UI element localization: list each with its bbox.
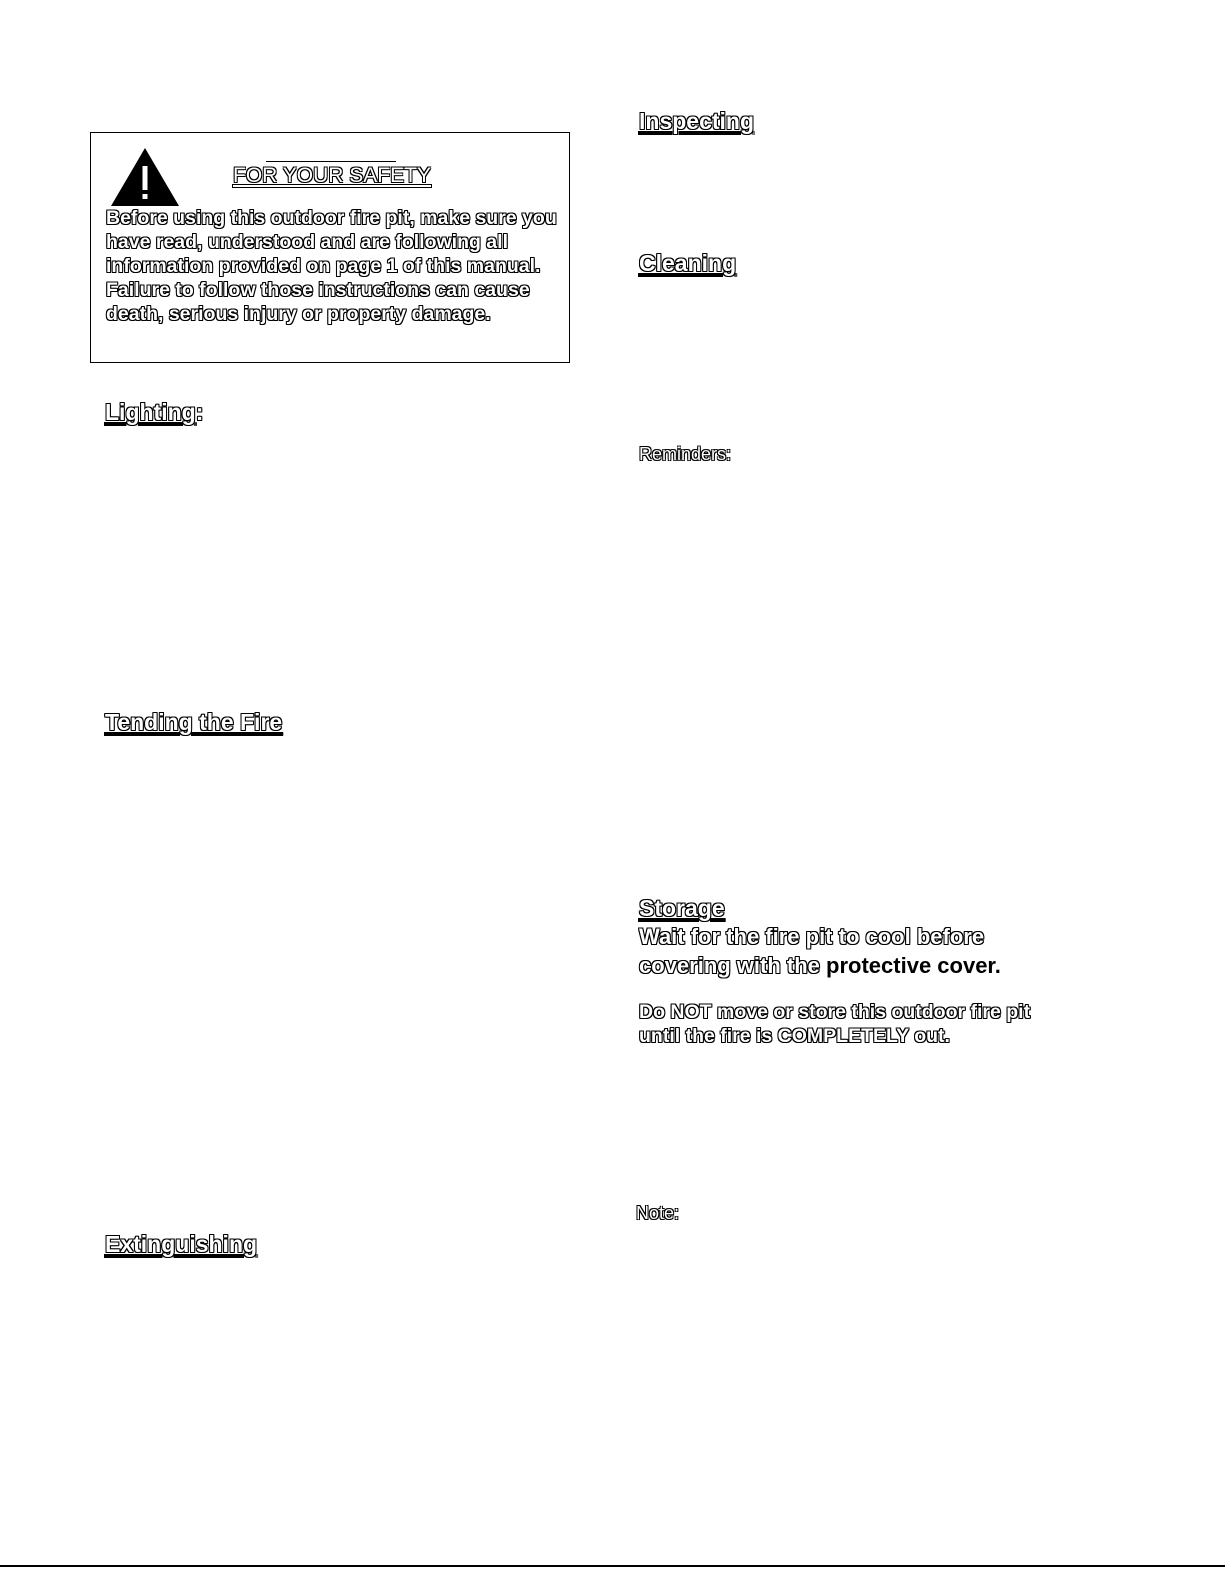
storage-warning-line: Do NOT move or store this outdoor fire pit — [639, 1001, 1031, 1023]
note-label: Note: — [636, 1203, 680, 1223]
storage-emphasis: protective cover. — [826, 953, 1001, 978]
lighting-heading — [105, 399, 203, 426]
lighting-heading-text: Lighting — [105, 399, 196, 425]
safety-title-rule — [266, 161, 396, 162]
safety-title: FOR YOUR SAFETY — [233, 164, 431, 187]
storage-heading: Storage — [639, 895, 725, 921]
storage-warning-line: until the fire is COMPLETELY out. — [639, 1025, 950, 1047]
storage-text — [639, 922, 1109, 980]
safety-body — [106, 206, 568, 326]
safety-line: information provided on page 1 of this manual. — [106, 255, 541, 277]
storage-line: Wait for the fire pit to cool before — [639, 924, 985, 949]
warning-triangle-icon — [109, 146, 181, 208]
safety-line: Before using this outdoor fire pit, make sure you — [106, 207, 557, 229]
inspecting-heading: Inspecting — [639, 108, 755, 134]
storage-line — [639, 951, 1109, 980]
lighting-heading-colon: : — [195, 399, 204, 425]
reminders-label: Reminders: — [639, 444, 732, 464]
extinguishing-heading: Extinguishing — [105, 1231, 258, 1257]
safety-line: have read, understood and are following all — [106, 231, 508, 253]
cleaning-heading: Cleaning — [639, 250, 737, 276]
storage-line-part: covering with the — [639, 953, 827, 978]
tending-heading: Tending the Fire — [105, 709, 283, 735]
safety-line: death, serious injury or property damage. — [106, 303, 491, 325]
safety-line: Failure to follow those instructions can cause — [106, 279, 530, 301]
page-bottom-rule — [0, 1565, 1225, 1567]
storage-warning — [639, 1000, 1109, 1048]
